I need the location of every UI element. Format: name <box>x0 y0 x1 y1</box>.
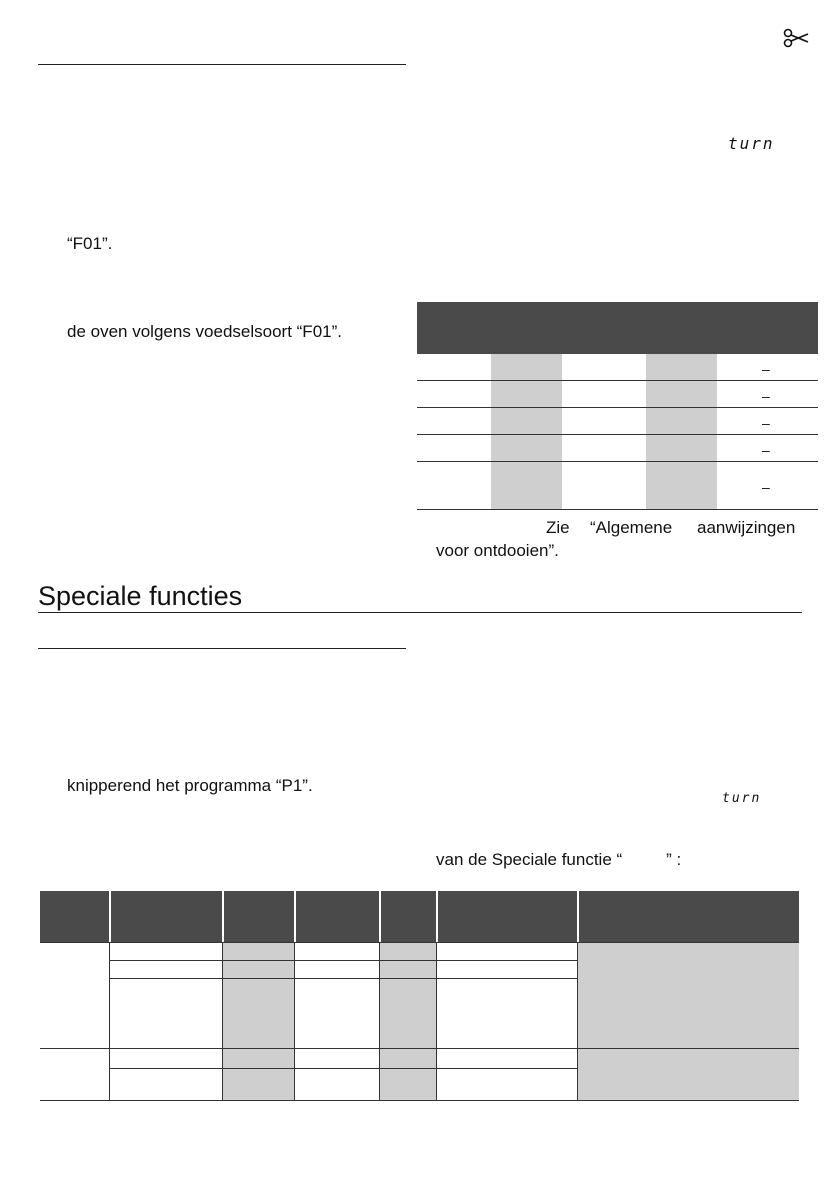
display-turn-bottom: turn <box>722 791 762 806</box>
special-col-line <box>436 942 437 1100</box>
section-title: Speciale functies <box>38 581 243 611</box>
special-intro-before: van de Speciale functie “ <box>436 850 623 869</box>
special-col-line <box>577 942 578 1100</box>
display-turn-top: turn <box>728 134 775 153</box>
header-separator <box>577 891 579 942</box>
defrost-row-line <box>417 407 818 408</box>
section-title-rule <box>38 612 802 613</box>
defrost-row-line <box>417 380 818 381</box>
defrost-col-shade-1 <box>491 354 562 509</box>
special-row-line <box>40 1048 799 1049</box>
step-p1-text: knipperend het programma “P1”. <box>67 776 313 795</box>
defrost-table-header <box>417 302 818 354</box>
special-col-line <box>109 942 110 1100</box>
special-left-rule <box>38 648 406 649</box>
special-table-header <box>40 891 799 942</box>
scissors-icon <box>783 28 809 48</box>
header-separator <box>109 891 111 942</box>
defrost-cell-dash: – <box>762 442 770 458</box>
defrost-row-line <box>417 434 818 435</box>
defrost-row-line <box>417 509 818 510</box>
special-col-shade <box>223 942 294 1100</box>
defrost-row-line <box>417 461 818 462</box>
special-intro-after: ” : <box>666 850 682 869</box>
defrost-cell-dash: – <box>762 361 770 377</box>
special-col-shade <box>380 942 436 1100</box>
special-col-line <box>222 942 223 1100</box>
header-separator <box>294 891 296 942</box>
special-col-line <box>294 942 295 1100</box>
special-col-shade <box>578 942 799 1100</box>
header-separator <box>436 891 438 942</box>
header-separator <box>379 891 381 942</box>
special-intro-text <box>436 850 681 870</box>
defrost-cell-dash: – <box>762 388 770 404</box>
special-row-line <box>40 942 799 943</box>
step-oven-text: de oven volgens voedselsoort “F01”. <box>67 322 342 341</box>
defrost-note-zie: Zie <box>546 518 570 537</box>
special-row-line <box>110 1068 577 1069</box>
special-col-line <box>379 942 380 1100</box>
defrost-col-shade-2 <box>646 354 717 509</box>
step-f01-text: “F01”. <box>67 234 113 253</box>
special-row-line <box>40 1100 799 1101</box>
header-separator <box>222 891 224 942</box>
defrost-cell-dash: – <box>762 415 770 431</box>
top-section-rule <box>38 64 406 65</box>
defrost-cell-dash: – <box>762 479 770 495</box>
defrost-note-line2: voor ontdooien”. <box>436 541 559 560</box>
defrost-note-algemene: “Algemene <box>590 518 673 537</box>
defrost-note-aanwijzingen: aanwijzingen <box>697 518 796 537</box>
special-row-line <box>110 978 577 979</box>
special-row-line <box>110 960 577 961</box>
